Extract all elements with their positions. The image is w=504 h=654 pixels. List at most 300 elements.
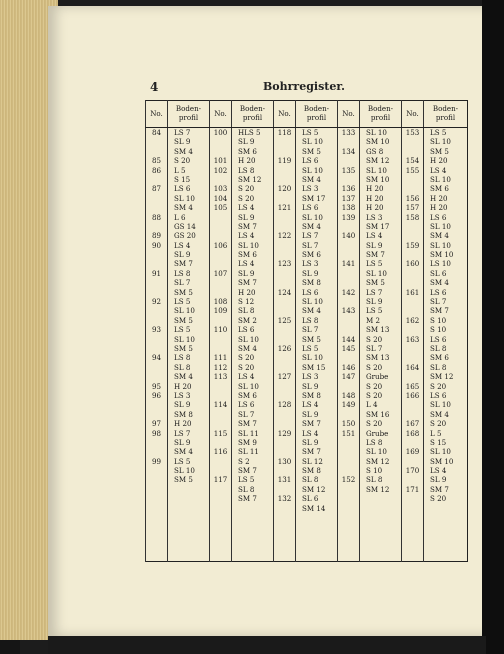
profile-column xyxy=(296,128,338,562)
drill-number: 87 xyxy=(151,184,162,194)
number-column xyxy=(146,128,168,562)
drill-number: 90 xyxy=(151,240,162,250)
number-column xyxy=(210,128,232,562)
header-no: No. xyxy=(210,101,232,128)
drill-number xyxy=(274,213,295,222)
soil-profile-entry: M 2 xyxy=(366,315,381,325)
drill-number: 134 xyxy=(341,146,356,156)
soil-profile-entry: LS 5 xyxy=(174,456,191,466)
soil-profile-entry: LS 5 xyxy=(430,128,447,137)
drill-number: 132 xyxy=(277,494,292,504)
soil-profile-entry: LS 8 xyxy=(302,315,319,325)
drill-number xyxy=(274,438,295,447)
drill-number xyxy=(146,372,167,381)
soil-profile-entry: SM 10 xyxy=(366,174,390,184)
soil-profile-entry: LS 5 xyxy=(366,259,383,269)
drill-number xyxy=(210,485,231,494)
soil-profile-entry: SL 8 xyxy=(366,475,383,485)
soil-profile-entry: S 20 xyxy=(238,184,255,194)
drill-number xyxy=(146,447,167,456)
drill-number xyxy=(338,156,359,165)
drill-number: 120 xyxy=(277,184,292,194)
drill-number xyxy=(210,222,231,231)
drill-number xyxy=(210,391,231,400)
drill-number: 150 xyxy=(341,419,356,429)
soil-profile-entry: LS 7 xyxy=(174,428,191,438)
soil-profile-entry: LS 6 xyxy=(302,156,319,166)
soil-profile-entry: H 20 xyxy=(174,381,192,391)
soil-profile-entry: LS 7 xyxy=(366,287,383,297)
soil-profile-entry: S 20 xyxy=(238,362,255,372)
soil-profile-entry: SM 4 xyxy=(430,409,449,419)
profile-column xyxy=(360,128,402,562)
soil-profile-entry: SL 9 xyxy=(238,268,255,278)
soil-profile-entry: LS 3 xyxy=(174,390,191,400)
drill-number: 140 xyxy=(341,231,356,241)
drill-number xyxy=(274,194,295,203)
drill-number xyxy=(146,278,167,287)
page-number: 4 xyxy=(150,80,159,94)
soil-profile-entry: LS 7 xyxy=(174,128,191,137)
drill-number xyxy=(402,222,423,231)
soil-profile-entry: SL 11 xyxy=(238,428,259,438)
drill-number xyxy=(274,410,295,419)
drill-number: 165 xyxy=(405,381,420,391)
soil-profile-entry: S 10 xyxy=(430,315,447,325)
soil-profile-entry: LS 6 xyxy=(238,325,255,335)
soil-profile-entry: S 15 xyxy=(174,174,191,184)
drill-number xyxy=(210,175,231,184)
drill-number xyxy=(402,438,423,447)
drill-number xyxy=(402,175,423,184)
drill-number xyxy=(274,382,295,391)
drill-number: 107 xyxy=(213,268,228,278)
soil-profile-entry: LS 4 xyxy=(430,466,447,476)
soil-profile-entry: SL 9 xyxy=(174,250,191,260)
drill-number: 123 xyxy=(277,259,292,269)
drill-number: 164 xyxy=(405,362,420,372)
drill-number xyxy=(146,438,167,447)
soil-profile-entry: LS 4 xyxy=(302,400,319,410)
drill-number: 133 xyxy=(341,128,356,137)
soil-profile-entry: LS 4 xyxy=(174,240,191,250)
drill-number xyxy=(274,419,295,428)
soil-profile-entry: SL 9 xyxy=(238,212,255,222)
soil-profile-entry: SM 5 xyxy=(174,315,193,325)
soil-profile-entry: SM 5 xyxy=(302,146,321,156)
soil-profile-entry: SM 17 xyxy=(302,193,326,203)
soil-profile-entry: SL 10 xyxy=(430,137,451,147)
soil-profile-entry: H 20 xyxy=(366,203,384,213)
soil-profile-entry: SM 13 xyxy=(366,353,390,363)
soil-profile-entry: SM 6 xyxy=(302,250,321,260)
soil-profile-entry: HLS 5 xyxy=(238,128,261,137)
soil-profile-entry: S 20 xyxy=(430,381,447,391)
soil-profile-entry: LS 6 xyxy=(430,390,447,400)
drill-number xyxy=(274,306,295,315)
drill-number: 88 xyxy=(151,212,162,222)
drill-number xyxy=(274,447,295,456)
soil-profile-entry: LS 3 xyxy=(302,259,319,269)
drill-number xyxy=(402,400,423,409)
drill-number xyxy=(146,475,167,484)
soil-profile-entry: SL 7 xyxy=(174,278,191,288)
drill-number: 103 xyxy=(213,184,228,194)
number-column xyxy=(338,128,360,562)
header-no: No. xyxy=(274,101,296,128)
drill-number: 114 xyxy=(213,400,228,410)
drill-number: 158 xyxy=(405,212,420,222)
soil-profile-entry: SM 4 xyxy=(174,447,193,457)
soil-profile-entry: SL 9 xyxy=(302,381,319,391)
soil-profile-entry: SM 5 xyxy=(174,343,193,353)
drill-number xyxy=(338,297,359,306)
soil-profile-entry: SM 13 xyxy=(366,325,390,335)
number-column xyxy=(274,128,296,562)
drill-number xyxy=(402,231,423,240)
drill-number: 146 xyxy=(341,362,356,372)
drill-number xyxy=(210,457,231,466)
soil-profile-entry: SL 11 xyxy=(238,447,259,457)
drill-number: 130 xyxy=(277,456,292,466)
drill-number xyxy=(402,137,423,146)
soil-profile-entry: LS 4 xyxy=(238,231,255,241)
soil-profile-entry: LS 5 xyxy=(174,325,191,335)
soil-profile-entry: SL 8 xyxy=(430,343,447,353)
profile-column xyxy=(424,128,468,562)
soil-profile-entry: S 20 xyxy=(174,156,191,166)
soil-profile-entry: SL 9 xyxy=(302,268,319,278)
drill-number: 119 xyxy=(277,156,292,166)
soil-profile-entry: L 6 xyxy=(174,212,186,222)
drill-number xyxy=(274,175,295,184)
drill-number xyxy=(210,213,231,222)
soil-profile-entry: LS 4 xyxy=(238,203,255,213)
drill-number xyxy=(338,325,359,334)
drill-number xyxy=(338,250,359,259)
soil-profile-entry: LS 8 xyxy=(174,353,191,363)
soil-profile-entry: S 20 xyxy=(430,419,447,429)
drill-number xyxy=(338,222,359,231)
drill-number: 138 xyxy=(341,203,356,213)
drill-number xyxy=(274,485,295,494)
book-right-edge xyxy=(482,0,504,654)
soil-profile-entry: L 4 xyxy=(366,400,378,410)
soil-profile-entry: SM 4 xyxy=(302,174,321,184)
drill-number: 135 xyxy=(341,165,356,175)
drill-number: 128 xyxy=(277,400,292,410)
soil-profile-entry: SM 12 xyxy=(430,372,454,382)
drill-number: 159 xyxy=(405,240,420,250)
soil-profile-entry: H 20 xyxy=(238,287,256,297)
soil-profile-entry: SM 10 xyxy=(430,456,454,466)
drill-number: 115 xyxy=(213,428,228,438)
drill-number xyxy=(210,259,231,268)
soil-profile-entry: LS 7 xyxy=(302,231,319,241)
soil-profile-entry: LS 6 xyxy=(430,287,447,297)
drill-number xyxy=(274,137,295,146)
soil-profile-entry: SM 4 xyxy=(430,278,449,288)
drill-number: 111 xyxy=(213,353,228,363)
drill-number: 143 xyxy=(341,306,356,316)
soil-profile-entry: SL 9 xyxy=(174,437,191,447)
soil-profile-entry: SM 8 xyxy=(302,278,321,288)
soil-profile-entry: LS 6 xyxy=(430,212,447,222)
drill-number: 116 xyxy=(213,447,228,457)
soil-profile-entry: SL 9 xyxy=(174,400,191,410)
soil-profile-entry: LS 8 xyxy=(174,268,191,278)
soil-profile-entry: H 20 xyxy=(366,193,384,203)
drill-number: 104 xyxy=(213,193,228,203)
soil-profile-entry: SM 8 xyxy=(174,409,193,419)
soil-profile-entry: S 20 xyxy=(430,494,447,504)
soil-profile-entry: S 20 xyxy=(366,419,383,429)
drill-number xyxy=(210,137,231,146)
drill-number xyxy=(338,466,359,475)
soil-profile-entry: SL 9 xyxy=(302,437,319,447)
soil-profile-entry: S 2 xyxy=(238,456,250,466)
drill-number: 92 xyxy=(151,297,162,307)
drill-number xyxy=(210,147,231,156)
soil-profile-entry: SL 8 xyxy=(302,475,319,485)
soil-profile-entry: SL 10 xyxy=(302,297,323,307)
soil-profile-entry: SM 15 xyxy=(302,362,326,372)
drill-number xyxy=(146,147,167,156)
bohrregister-table xyxy=(145,100,468,562)
drill-number: 163 xyxy=(405,334,420,344)
drill-number: 129 xyxy=(277,428,292,438)
drill-number xyxy=(210,419,231,428)
drill-number xyxy=(210,382,231,391)
drill-number: 84 xyxy=(151,128,162,137)
drill-number: 121 xyxy=(277,203,292,213)
drill-number xyxy=(338,269,359,278)
drill-number: 117 xyxy=(213,475,228,485)
drill-number xyxy=(402,344,423,353)
drill-number: 89 xyxy=(151,231,162,241)
soil-profile-entry: SL 10 xyxy=(430,221,451,231)
soil-profile-entry: SM 8 xyxy=(302,390,321,400)
soil-profile-entry: Grube xyxy=(366,428,389,438)
soil-profile-entry: SL 10 xyxy=(302,165,323,175)
drill-number xyxy=(146,222,167,231)
drill-number xyxy=(210,250,231,259)
drill-number: 125 xyxy=(277,315,292,325)
drill-number xyxy=(210,335,231,344)
drill-number: 142 xyxy=(341,287,356,297)
soil-profile-entry: LS 8 xyxy=(366,437,383,447)
drill-number: 149 xyxy=(341,400,356,410)
soil-profile-entry: LS 5 xyxy=(174,297,191,307)
soil-profile-entry: SL 9 xyxy=(174,137,191,147)
soil-profile-entry: LS 6 xyxy=(430,334,447,344)
soil-profile-entry: SL 6 xyxy=(302,494,319,504)
soil-profile-entry: LS 3 xyxy=(302,184,319,194)
soil-profile-entry: SM 5 xyxy=(366,278,385,288)
soil-profile-entry: SL 10 xyxy=(302,137,323,147)
profile-column xyxy=(168,128,210,562)
soil-profile-entry: LS 5 xyxy=(302,128,319,137)
drill-number xyxy=(338,485,359,494)
drill-number xyxy=(146,288,167,297)
drill-number xyxy=(274,353,295,362)
drill-number xyxy=(402,457,423,466)
drill-number: 151 xyxy=(341,428,356,438)
soil-profile-entry: SM 12 xyxy=(238,174,262,184)
soil-profile-entry: SM 7 xyxy=(238,466,257,476)
drill-number: 108 xyxy=(213,297,228,307)
soil-profile-entry: SM 7 xyxy=(238,419,257,429)
header-no: No. xyxy=(338,101,360,128)
drill-number: 98 xyxy=(151,428,162,438)
drill-number: 109 xyxy=(213,306,228,316)
drill-number: 94 xyxy=(151,353,162,363)
soil-profile-entry: SM 6 xyxy=(238,250,257,260)
drill-number: 85 xyxy=(151,156,162,166)
soil-profile-entry: SL 10 xyxy=(366,165,387,175)
drill-number xyxy=(146,250,167,259)
drill-number xyxy=(338,241,359,250)
drill-number xyxy=(274,241,295,250)
soil-profile-entry: SM 14 xyxy=(302,503,326,513)
drill-number xyxy=(402,306,423,315)
soil-profile-entry: SM 7 xyxy=(302,447,321,457)
soil-profile-entry: S 20 xyxy=(366,390,383,400)
soil-profile-entry: SL 10 xyxy=(302,212,323,222)
soil-profile-entry: SM 4 xyxy=(174,203,193,213)
soil-profile-entry: LS 8 xyxy=(238,165,255,175)
soil-profile-entry: SL 10 xyxy=(430,240,451,250)
soil-profile-entry: SL 8 xyxy=(238,484,255,494)
soil-profile-entry: SL 10 xyxy=(174,466,195,476)
soil-profile-entry: SM 17 xyxy=(366,221,390,231)
soil-profile-entry: SM 16 xyxy=(366,409,390,419)
drill-number: 145 xyxy=(341,343,356,353)
drill-number xyxy=(146,175,167,184)
drill-number xyxy=(274,278,295,287)
soil-profile-entry: LS 5 xyxy=(366,306,383,316)
drill-number: 141 xyxy=(341,259,356,269)
drill-number: 131 xyxy=(277,475,292,485)
drill-number xyxy=(402,250,423,259)
drill-number: 144 xyxy=(341,334,356,344)
drill-number: 167 xyxy=(405,419,420,429)
drill-number xyxy=(146,194,167,203)
drill-number xyxy=(402,475,423,484)
drill-number xyxy=(402,269,423,278)
drill-number xyxy=(338,353,359,362)
drill-number: 137 xyxy=(341,193,356,203)
book-bottom-shadow xyxy=(48,636,486,654)
page-title: Bohrregister. xyxy=(263,80,345,93)
soil-profile-entry: LS 3 xyxy=(366,212,383,222)
drill-number: 96 xyxy=(151,390,162,400)
soil-profile-entry: SL 9 xyxy=(366,297,383,307)
soil-profile-entry: SM 4 xyxy=(174,372,193,382)
soil-profile-entry: SL 10 xyxy=(238,381,259,391)
drill-number xyxy=(338,175,359,184)
drill-number: 157 xyxy=(405,203,420,213)
drill-number xyxy=(338,137,359,146)
drill-number: 127 xyxy=(277,372,292,382)
soil-profile-entry: SM 12 xyxy=(366,456,390,466)
drill-number xyxy=(210,494,231,503)
soil-profile-entry: SL 8 xyxy=(430,362,447,372)
drill-number xyxy=(146,316,167,325)
drill-number xyxy=(274,466,295,475)
header-bodenprofil: Boden-profil xyxy=(360,101,402,128)
soil-profile-entry: SM 5 xyxy=(302,334,321,344)
drill-number xyxy=(274,297,295,306)
soil-profile-entry: SL 9 xyxy=(366,240,383,250)
soil-profile-entry: L 5 xyxy=(430,428,442,438)
soil-profile-entry: SM 2 xyxy=(238,315,257,325)
drill-number: 169 xyxy=(405,447,420,457)
soil-profile-entry: LS 4 xyxy=(238,372,255,382)
drill-number: 160 xyxy=(405,259,420,269)
soil-profile-entry: SM 12 xyxy=(366,484,390,494)
soil-profile-entry: SL 10 xyxy=(366,447,387,457)
soil-profile-entry: SM 7 xyxy=(302,419,321,429)
drill-number xyxy=(402,297,423,306)
drill-number: 106 xyxy=(213,240,228,250)
drill-number: 93 xyxy=(151,325,162,335)
drill-number xyxy=(338,438,359,447)
soil-profile-entry: SM 12 xyxy=(302,484,326,494)
soil-profile-entry: L 5 xyxy=(174,165,186,175)
drill-number xyxy=(146,306,167,315)
drill-number xyxy=(146,203,167,212)
soil-profile-entry: H 20 xyxy=(174,419,192,429)
soil-profile-entry: S 12 xyxy=(238,297,255,307)
soil-profile-entry: SM 4 xyxy=(174,146,193,156)
drill-number: 162 xyxy=(405,315,420,325)
drill-number: 99 xyxy=(151,456,162,466)
soil-profile-entry: S 20 xyxy=(366,381,383,391)
drill-number: 166 xyxy=(405,390,420,400)
drill-number: 154 xyxy=(405,156,420,166)
drill-number: 147 xyxy=(341,372,356,382)
drill-number: 95 xyxy=(151,381,162,391)
soil-profile-entry: SM 4 xyxy=(302,221,321,231)
soil-profile-entry: SM 5 xyxy=(174,475,193,485)
drill-number xyxy=(210,344,231,353)
profile-column xyxy=(232,128,274,562)
drill-number xyxy=(146,259,167,268)
drill-number: 161 xyxy=(405,287,420,297)
drill-number xyxy=(338,278,359,287)
header-bodenprofil: Boden-profil xyxy=(168,101,210,128)
drill-number xyxy=(402,410,423,419)
soil-profile-entry: H 20 xyxy=(430,203,448,213)
soil-profile-entry: LS 6 xyxy=(174,184,191,194)
soil-profile-entry: SM 6 xyxy=(238,390,257,400)
drill-number xyxy=(402,353,423,362)
soil-profile-entry: GS 20 xyxy=(174,231,196,241)
soil-profile-entry: SL 7 xyxy=(238,409,255,419)
drill-number xyxy=(274,269,295,278)
soil-profile-entry: LS 6 xyxy=(238,400,255,410)
soil-profile-entry: SL 9 xyxy=(238,137,255,147)
soil-profile-entry: LS 4 xyxy=(430,165,447,175)
soil-profile-entry: SL 10 xyxy=(174,334,195,344)
drill-number: 122 xyxy=(277,231,292,241)
soil-profile-entry: SM 5 xyxy=(430,146,449,156)
drill-number xyxy=(210,288,231,297)
drill-number xyxy=(274,222,295,231)
soil-profile-entry: SM 6 xyxy=(430,353,449,363)
drill-number: 170 xyxy=(405,466,420,476)
